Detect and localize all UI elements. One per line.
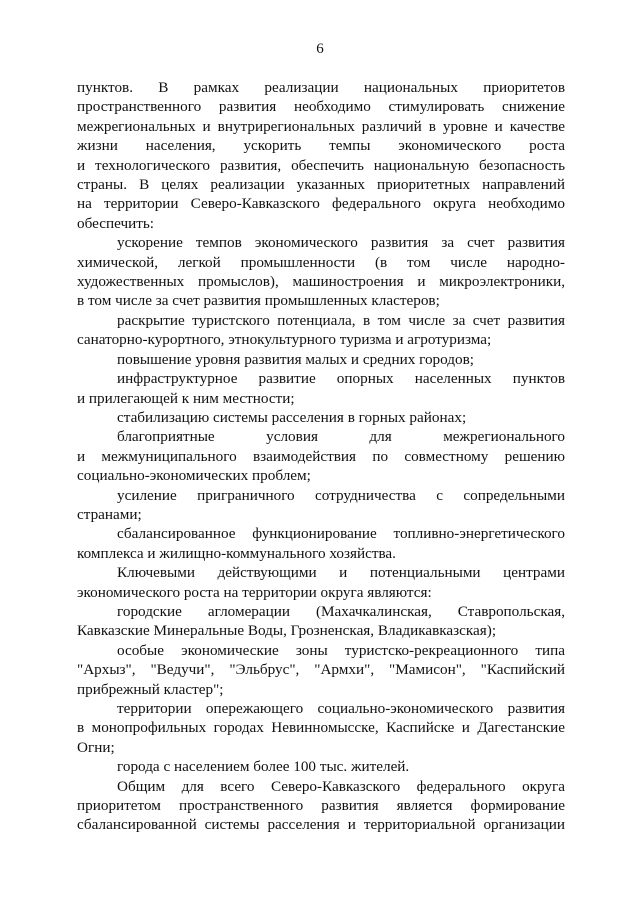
text-line: особые экономические зоны туристско-рекреационного типа	[117, 641, 565, 659]
text-line: обеспечить:	[77, 214, 155, 232]
text-line: социально-экономических проблем;	[77, 467, 311, 485]
text-line: инфраструктурное развитие опорных населенных пунктов	[117, 370, 565, 388]
text-line: "Архыз", "Ведучи", "Эльбрус", "Армхи", "Мамисон", "Каспийский	[77, 661, 565, 679]
text-line: повышение уровня развития малых и средних городов;	[117, 350, 475, 368]
text-line: на территории Северо-Кавказского федерального округа необходимо	[77, 195, 565, 213]
text-line: экономического роста на территории округа являются:	[77, 583, 432, 601]
text-line: санаторно-курортного, этнокультурного туризма и агротуризма;	[77, 331, 492, 349]
text-line: территории опережающего социально-экономического развития	[117, 700, 565, 717]
text-line: благоприятные условия для межрегионального	[117, 428, 565, 446]
text-line: раскрытие туристского потенциала, в том числе за счет развития	[117, 311, 565, 329]
text-line: стабилизацию системы расселения в горных районах;	[117, 408, 467, 426]
text-line: Огни;	[77, 738, 115, 756]
text-line: межрегиональных и внутрирегиональных различий в уровне и качестве	[77, 117, 565, 135]
text-line: в монопрофильных городах Невинномысске, Каспийске и Дагестанские	[77, 719, 565, 737]
page-number: 6	[316, 41, 324, 57]
text-line: ускорение темпов экономического развития за счет развития	[117, 234, 565, 252]
text-line: прибрежный кластер";	[77, 680, 224, 698]
text-line: города с населением более 100 тыс. жителей.	[117, 758, 410, 776]
text-line: химической, легкой промышленности (в том числе народно-	[77, 253, 565, 271]
document-body	[77, 78, 565, 835]
text-line: сбалансированное функционирование топливно-энергетического	[117, 525, 565, 543]
text-line: пространственного развития необходимо стимулировать снижение	[77, 98, 565, 116]
text-line: художественных промыслов), машиностроения и микроэлектроники,	[77, 273, 565, 291]
text-line: усиление приграничного сотрудничества с сопредельными странами;	[77, 486, 565, 523]
text-line: страны. В целях реализации указанных приоритетных направлений	[77, 176, 565, 194]
text-line: приоритетом пространственного развития является формирование	[77, 797, 565, 815]
text-line: в том числе за счет развития промышленных кластеров;	[77, 292, 440, 310]
text-line: сбалансированной системы расселения и территориальной организации	[77, 816, 565, 834]
text-line: и технологического развития, обеспечить национальную безопасность	[77, 156, 565, 174]
text-line: Общим для всего Северо-Кавказского федерального округа	[117, 777, 565, 795]
text-line: Кавказские Минеральные Воды, Грозненская, Владикавказская);	[77, 622, 497, 640]
text-line: жизни населения, ускорить темпы экономического роста	[77, 137, 565, 155]
text-line: Ключевыми действующими и потенциальными центрами	[117, 564, 565, 582]
text-line: пунктов. В рамках реализации национальных приоритетов	[77, 79, 565, 96]
text-line: комплекса и жилищно-коммунального хозяйства.	[77, 544, 396, 562]
text-line: и межмуниципального взаимодействия по совместному решению	[77, 447, 565, 465]
text-line: городские агломерации (Махачкалинская, Ставропольская,	[117, 602, 565, 620]
text-line: и прилегающей к ним местности;	[77, 389, 295, 407]
